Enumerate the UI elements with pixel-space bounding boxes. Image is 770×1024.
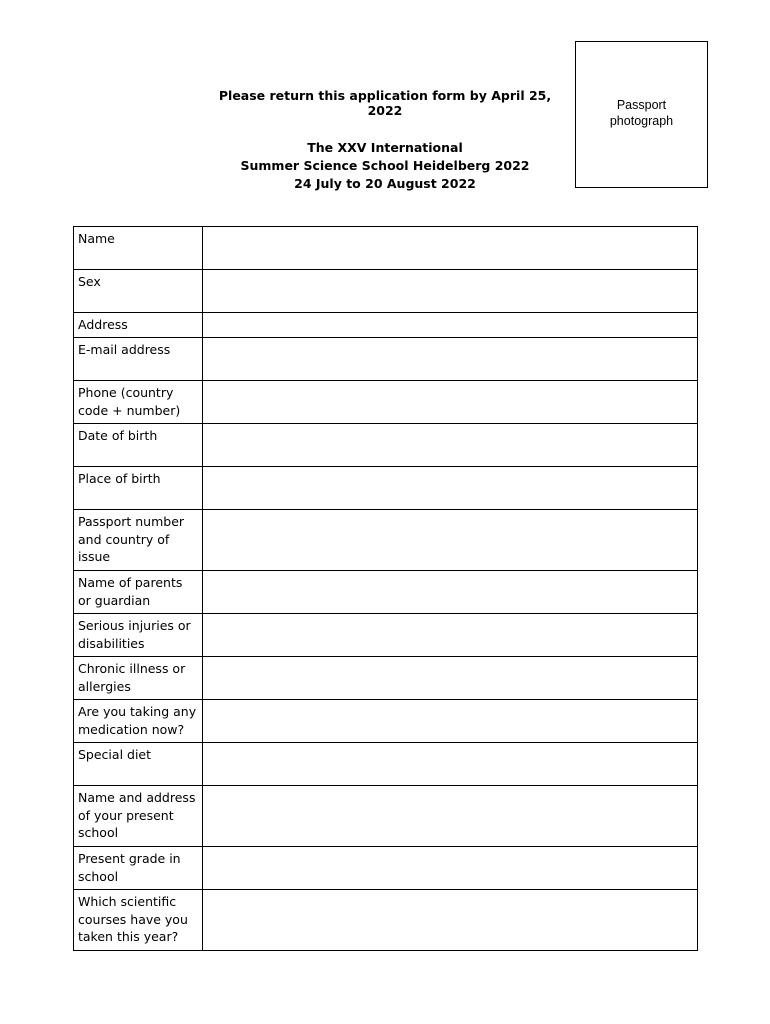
field-label: Chronic illness or allergies [74,657,203,700]
passport-field[interactable] [203,510,698,571]
courses-field[interactable] [203,890,698,951]
field-label: Serious injuries or disabilities [74,614,203,657]
diet-field[interactable] [203,743,698,786]
school-title [200,139,570,193]
photo-box-line-1: Passport [616,98,667,112]
form-row-parents [74,571,698,614]
form-row-passport [74,510,698,571]
return-deadline-note: Please return this application form by April 25, 2022 [218,88,552,118]
form-row-grade [74,847,698,890]
form-row-illness [74,657,698,700]
name-field[interactable] [203,227,698,270]
field-label: Address [74,313,203,338]
photo-box-line-2: photograph [609,114,674,128]
medication-field[interactable] [203,700,698,743]
form-row-injuries [74,614,698,657]
parents-field[interactable] [203,571,698,614]
field-label: Name and address of your present school [74,786,203,847]
title-line-1: The XXV International [307,140,463,155]
passport-photo-box[interactable] [575,41,708,188]
form-row-school [74,786,698,847]
field-label: Special diet [74,743,203,786]
form-row-place-of-birth [74,467,698,510]
field-label: Date of birth [74,424,203,467]
form-row-sex [74,270,698,313]
field-label: E-mail address [74,338,203,381]
phone-field[interactable] [203,381,698,424]
field-label: Name of parents or guardian [74,571,203,614]
form-row-address [74,313,698,338]
form-row-courses [74,890,698,951]
place-of-birth-field[interactable] [203,467,698,510]
title-line-2: Summer Science School Heidelberg 2022 [240,158,530,173]
grade-field[interactable] [203,847,698,890]
form-row-medication [74,700,698,743]
application-form-table [73,226,698,951]
form-row-name [74,227,698,270]
field-label: Phone (country code + number) [74,381,203,424]
field-label: Which scientific courses have you taken this year? [74,890,203,951]
field-label: Passport number and country of issue [74,510,203,571]
field-label: Name [74,227,203,270]
date-of-birth-field[interactable] [203,424,698,467]
form-row-diet [74,743,698,786]
illness-field[interactable] [203,657,698,700]
form-row-phone [74,381,698,424]
field-label: Are you taking any medication now? [74,700,203,743]
school-field[interactable] [203,786,698,847]
email-field[interactable] [203,338,698,381]
form-row-email [74,338,698,381]
title-line-3: 24 July to 20 August 2022 [294,176,476,191]
address-field[interactable] [203,313,698,338]
field-label: Place of birth [74,467,203,510]
field-label: Present grade in school [74,847,203,890]
sex-field[interactable] [203,270,698,313]
field-label: Sex [74,270,203,313]
injuries-field[interactable] [203,614,698,657]
form-row-date-of-birth [74,424,698,467]
photo-box-label [576,97,707,129]
